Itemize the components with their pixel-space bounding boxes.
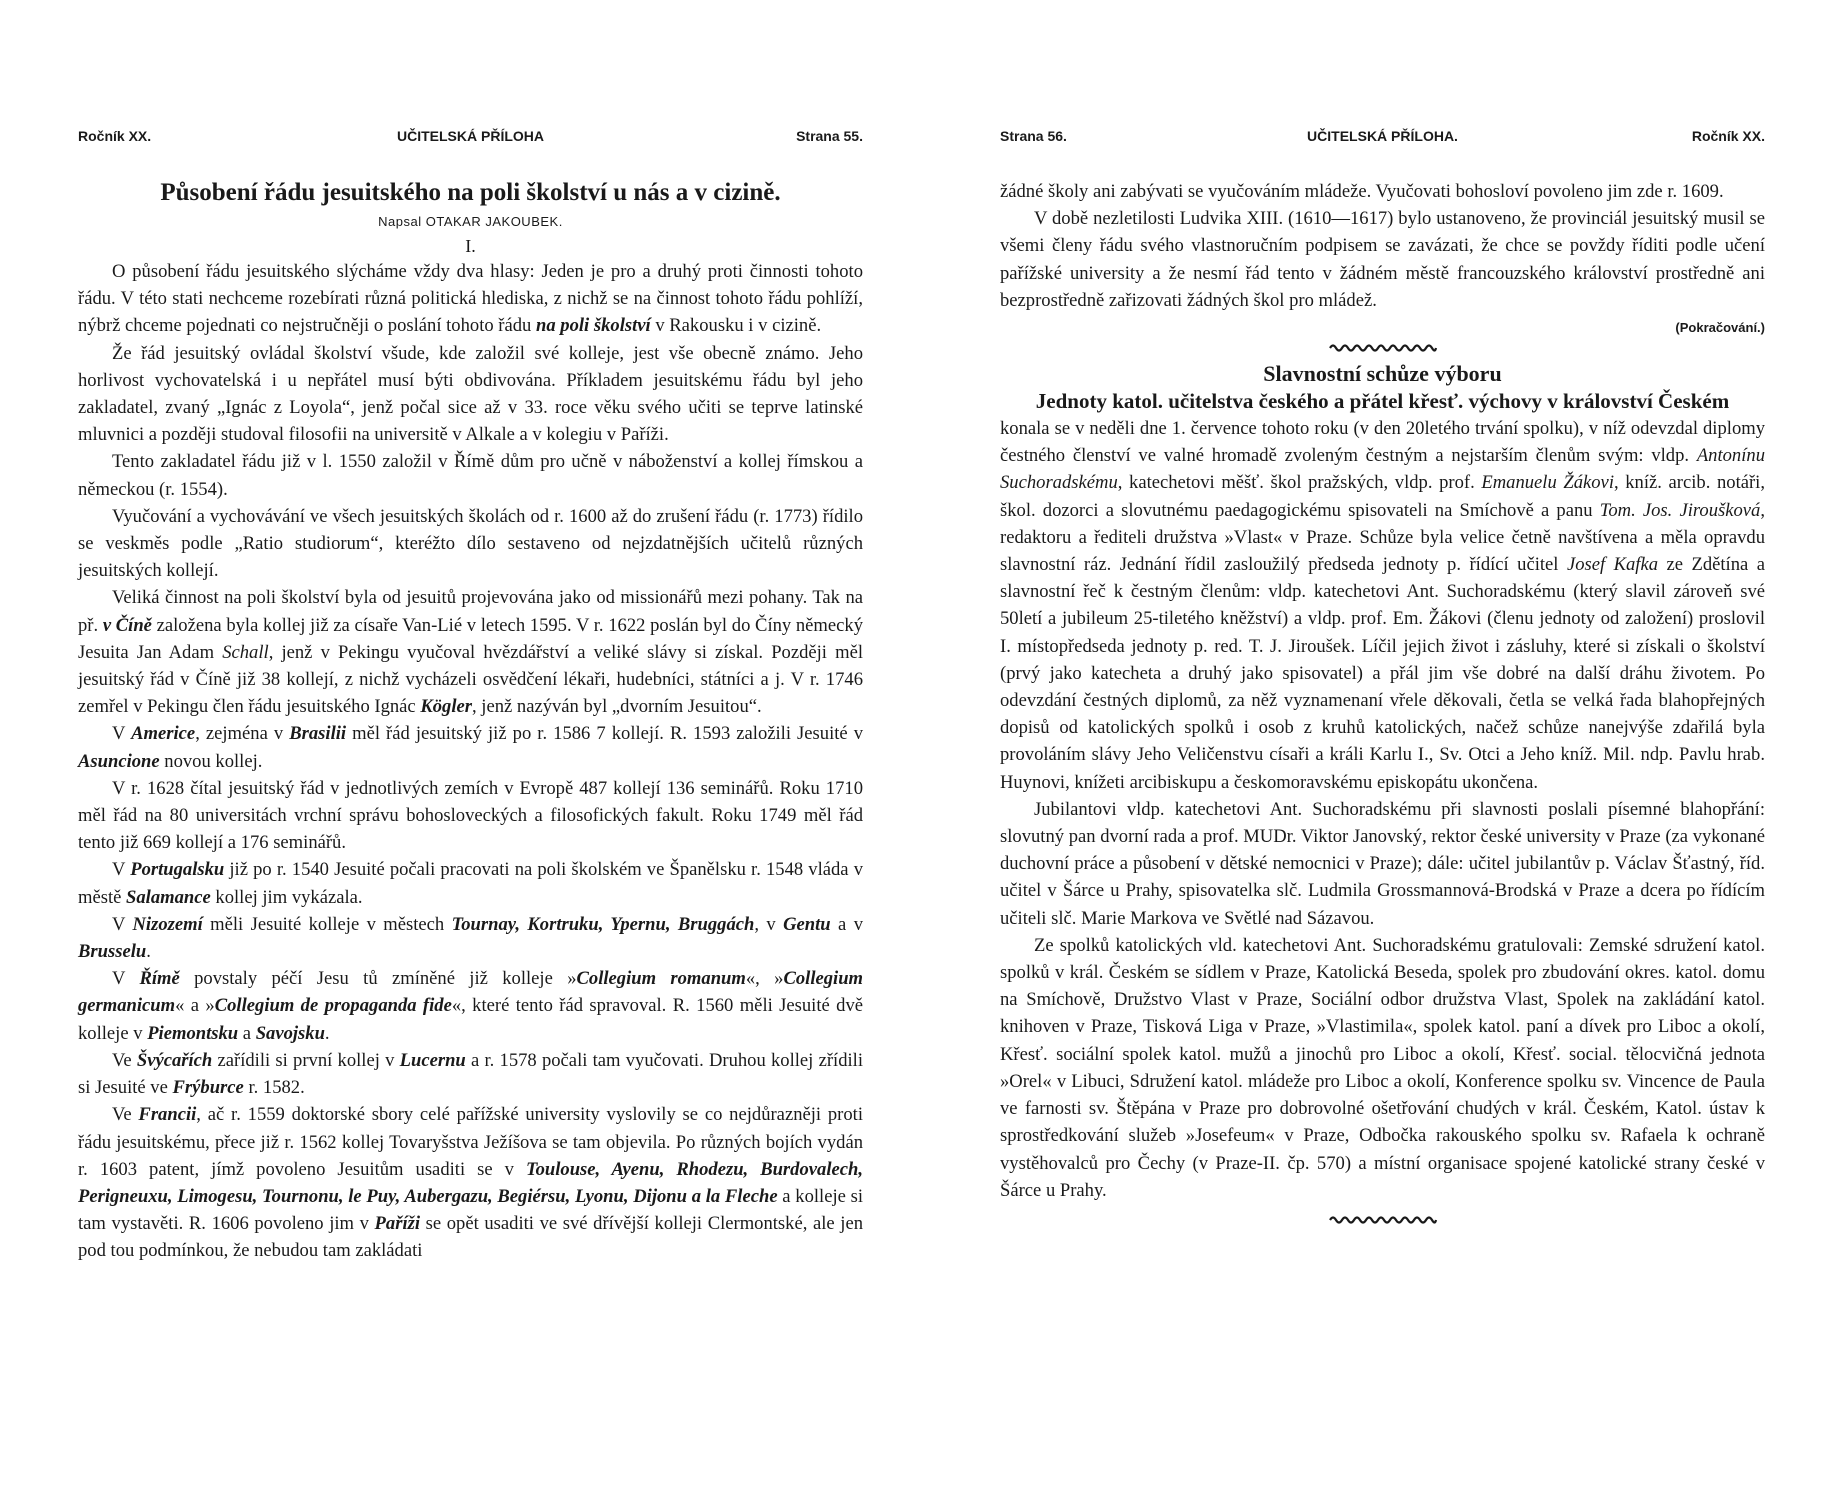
text-run: Římě	[139, 968, 180, 990]
text-run: Gentu	[783, 913, 831, 935]
text-run: Emanuelu Žákovi	[1481, 472, 1614, 494]
text-run: Nizozemí	[132, 913, 203, 935]
left-header-volume: Ročník XX.	[78, 128, 152, 144]
text-run: žádné školy ani zabývati se vyučováním mládeže. Vyučovati bohosloví povoleno jim zde r. 1609.	[1000, 181, 1724, 202]
text-run: a r. 1578 počali tam vyučovati. Druhou kollej zřídili si Jesuité ve	[78, 1049, 863, 1099]
ornament-divider-1	[1328, 342, 1438, 354]
section-number: I.	[465, 236, 476, 256]
right-header-page-number: Strana 56.	[1000, 128, 1067, 144]
text-run: Piemontsku	[147, 1022, 239, 1044]
paragraph	[78, 1047, 863, 1101]
left-page-content	[78, 178, 863, 1265]
continued-note: (Pokračování.)	[1675, 320, 1765, 336]
left-running-head	[78, 128, 863, 148]
text-run: Antonínu Suchoradskému	[1000, 445, 1765, 494]
text-run: Veliká činnost na poli školství byla od jesuitů projevována jako od missionářů mezi pohany. Tak na př.	[78, 587, 863, 636]
text-run: zařídili si první kollej v	[212, 1049, 400, 1071]
text-run: «, které tento řád spravoval. R. 1560 měli Jesuité dvě kolleje v	[78, 995, 863, 1044]
text-run: , jenž nazýván byl „dvorním Jesuitou“.	[471, 696, 762, 718]
text-run: Portugalsku	[130, 859, 225, 881]
text-run: Ve	[112, 1104, 139, 1126]
left-header-page-number: Strana 55.	[796, 128, 863, 144]
right-header-title: UČITELSKÁ PŘÍLOHA.	[1307, 128, 1458, 144]
text-run: , jenž v Pekingu vyučoval hvězdářství a veliké slávy si získal. Později měl jesuitský řád v Číně již 38 kollejí, z nichž vycházeli osvědčení lékaři, hudebníci, státníci a j. V r. 1746 zemřel v Pekingu člen řádu jesuitského Ignác	[78, 641, 863, 718]
text-run: Vyučování a vychovávání ve všech jesuitských školách od r. 1600 až do zrušení řádu (r. 1773) řídilo se veskměs podle „Ratio studiorum“, kteréžto dílo sestaveno od nejzdatnějších učitelů různých jesuitských kollejí.	[78, 505, 863, 582]
article2-paragraphs	[1000, 415, 1765, 1204]
text-run: Josef Kafka	[1566, 554, 1659, 576]
text-run: a	[238, 1022, 256, 1044]
text-run: Asuncione	[78, 750, 160, 772]
right-running-head	[1000, 128, 1765, 148]
text-run: se opět usaditi ve své dřívější kolleji Clermontské, ale jen pod tou podmínkou, že nebudou tam zakládati	[78, 1213, 863, 1262]
text-run: měli Jesuité kolleje v městech	[202, 913, 452, 935]
paragraph	[78, 856, 863, 910]
paragraph	[78, 503, 863, 585]
left-header-title: UČITELSKÁ PŘÍLOHA	[397, 128, 544, 144]
article-byline: Napsal OTAKAR JAKOUBEK.	[378, 214, 563, 229]
paragraph	[78, 340, 863, 449]
text-run: v Rakousku i v cizině.	[650, 315, 822, 337]
text-run: , kníž. arcib. notáři, škol. dozorci a slovutnému paedagogickému spisovateli na Smíchově a panu	[1000, 472, 1765, 521]
paragraph	[1000, 796, 1765, 932]
text-run: povstaly péčí Jesu tů zmíněné již kolleje »	[179, 968, 577, 990]
text-run: V	[112, 968, 140, 990]
article2-title: Slavnostní schůze výboru	[1263, 361, 1502, 387]
text-run: .	[324, 1022, 330, 1044]
article2-subtitle: Jednoty katol. učitelstva českého a přátel křesť. výchovy v království Českém	[1035, 389, 1730, 414]
text-run: Lucernu	[399, 1049, 466, 1071]
paragraph	[78, 448, 863, 502]
text-run: Savojsku	[255, 1022, 325, 1044]
text-run: Brasilii	[289, 723, 347, 745]
paragraph	[78, 775, 863, 857]
text-run: Kögler	[420, 696, 472, 718]
paragraph	[1000, 932, 1765, 1204]
text-run: Tento zakladatel řádu již v l. 1550 založil v Římě dům pro učně v náboženství a kollej římskou a německou (r. 1554).	[78, 451, 863, 500]
text-run: « a »	[175, 995, 215, 1017]
article-title: Působení řádu jesuitského na poli školství u nás a v cizině.	[160, 179, 781, 206]
text-run: a v	[830, 913, 863, 935]
text-run: V	[112, 723, 132, 745]
continuation-paragraphs	[1000, 178, 1765, 314]
text-run: Collegium de propaganda fide	[214, 995, 452, 1017]
text-run: , redaktoru a řediteli družstva »Vlast« v Praze. Schůze byla velice četně navštívena a měla opravdu slavnostní ráz. Jednání řídil zasloužilý předseda jednoty p. řídící učitel	[1000, 499, 1766, 576]
text-run: Francii	[138, 1104, 197, 1126]
text-run: novou kollej.	[159, 750, 263, 772]
text-run: Toulouse, Ayenu, Rhodezu, Burdovalech, Perigneuxu, Limogesu, Tournonu, le Puy, Aubergazu, Begiérsu, Lyonu, Dijonu a la Fleche	[78, 1158, 863, 1207]
paragraph	[1000, 415, 1765, 796]
text-run: konala se v neděli dne 1. července tohoto roku (v den 20letého trvání spolku), v níž odevzdal diplomy čestného členství ve valné hromadě zvoleným čestným a nejstarším členům svým: vldp.	[1000, 418, 1765, 467]
paragraph	[78, 720, 863, 774]
text-run: V	[112, 859, 131, 881]
text-run: Salamance	[126, 886, 211, 908]
text-run: Americe	[131, 723, 196, 745]
paragraph	[78, 584, 863, 720]
text-run: Paříži	[374, 1213, 421, 1235]
text-run: Schall	[222, 641, 269, 663]
text-run: Že řád jesuitský ovládal školství všude, kde založil své kolleje, jest vše obecně známo. Jeho horlivost vychovatelská i u nepřátel musí býti obdivována. Příkladem jesuitskému řádu byl jeho zakladatel, zvaný „Ignác z Loyola“, jenž počal sice až v 33. roce věku svého učiti se teprve latinské mluvnici a později studoval filosofii na universitě v Alkale a v kolegiu v Paříži.	[78, 342, 863, 446]
text-run: ze Zdětína a slavnostní řeč k čestným členům: vldp. katechetovi Ant. Suchoradskému (který slavil zároveň své 50letí a jubileum 25-tiletého kněžství) a vldp. prof. Em. Žákovi (členu jednoty od založení) proslovil I. místopředseda jednoty p. red. T. J. Jiroušek. Líčil jejich život i zásluhy, které si získali o školství (prvý jako katecheta a druhý jako spisovatel) a přál jim vše dobré na další dráhu životem. Po odevzdání čestných diplomů, za něž vyznamenaní vřele děkovali, četla se velká řada blahopřejných dopisů od katolických spolků i osob z kruhů katolických, načež schůze nanejvýše zdařilá byla provoláním slávy Jeho Veličenstvu císaři a králi Karlu I., Sv. Otci a Jeho kníž. Mil. ndp. Pavlu hrab. Huynovi, knížeti arcibiskupu a českomoravskému episkopátu ukončena.	[1000, 554, 1765, 793]
text-run: již po r. 1540 Jesuité počali pracovati na poli školském ve Španělsku r. 1548 vláda v městě	[78, 859, 863, 908]
text-run: Ve	[112, 1049, 137, 1071]
text-run: na poli školství	[536, 315, 651, 337]
paragraph	[78, 965, 863, 1047]
text-run: kollej jim vykázala.	[210, 886, 363, 908]
text-run: Brusselu	[78, 941, 147, 963]
text-run: a kolleje si tam vystavěti. R. 1606 povoleno jim v	[78, 1185, 863, 1235]
text-run: «, »	[745, 968, 784, 990]
text-run: O působení řádu jesuitského slýcháme vždy dva hlasy: Jeden je pro a druhý proti činnosti tohoto řádu. V této stati nechceme rozebírati různá politická hlediska, z nichž se na činnost tohoto řádu pohlíží, nýbrž chceme pojednati co nejstručněji o poslání tohoto řádu	[78, 261, 863, 337]
text-run: Jubilantovi vldp. katechetovi Ant. Suchoradskému při slavnosti poslali písemné blahopřání: slovutný pan dvorní rada a prof. MUDr. Viktor Janovský, rektor české university v Praze (za vykonané duchovní práce a působení v dětské nemocnici v Praze); dále: učitel jubilantův p. Václav Šťastný, říd. učitel v Šárce u Prahy, spisovatelka slč. Ludmila Grossmannová-Brodská v Praze a dcera po řídícím učiteli slč. Marie Markova ve Světlé nad Sázavou.	[1000, 798, 1765, 929]
left-paragraphs	[78, 258, 863, 1265]
right-page-content	[1000, 178, 1765, 1232]
continued-note-row	[1000, 314, 1765, 336]
text-run: Tournay, Kortruku, Ypernu, Bruggách	[451, 913, 755, 935]
right-header-volume: Ročník XX.	[1691, 128, 1765, 144]
text-run: V	[112, 913, 133, 935]
text-run: měl řád jesuitský již po r. 1586 7 kollejí. R. 1593 založili Jesuité v	[346, 723, 864, 745]
ornament-divider-2	[1328, 1214, 1438, 1226]
text-run: Ze spolků katolických vld. katechetovi Ant. Suchoradskému gratulovali: Zemské sdružení katol. spolků v král. Českém se sídlem v Praze, Katolická Beseda, spolek pro zbudování okres. katol. domu na Smíchově, Družstvo Vlast v Praze, Sociální odbor družstva Vlast, Spolek na zakládání katol. knihoven v Praze, Tisková Liga v Praze, »Vlastimila«, spolek katol. paní a dívek pro Liboc a okolí, Křesť. sociální spolek katol. mužů a jinochů pro Liboc a okolí, Křesť. social. tělocvičná jednota »Orel« v Libuci, Sdružení katol. mládeže pro Liboc a okolí, Konference spolku sv. Vincence de Paula ve farnosti sv. Štěpána v Praze pro dobrovolné ošetřování chudých v král. Českém, Katol. ústav k sprostředkování služeb »Josefeum« v Praze, Odbočka rakouského spolku sv. Rafaela k ochraně vystěhovalců pro Čechy (v Praze-II. čp. 570) a místní organisace spojené katolické strany české v Šárce u Prahy.	[1000, 934, 1765, 1201]
paragraph	[1000, 178, 1765, 205]
paragraph	[78, 258, 863, 340]
text-run: , katechetovi měšť. škol pražských, vldp. prof.	[1117, 472, 1482, 494]
text-run: .	[146, 941, 151, 963]
right-page	[1000, 0, 1765, 1500]
text-run: , v	[754, 913, 784, 935]
text-run: V době nezletilosti Ludvika XIII. (1610—1617) bylo ustanoveno, že provinciál jesuitský musil se všemi členy řádu svého vlastnoručním podpisem se zavázati, že chce se povždy říditi podle učení pařížské university a že nesmí řád tento v žádném městě francouzského království prostředně ani bezprostředně zařizovati žádných škol pro mládež.	[1000, 208, 1765, 311]
text-run: v Číně	[102, 614, 152, 636]
text-run: r. 1582.	[243, 1077, 305, 1099]
text-run: založena byla kollej již za císaře Van-Lié v letech 1595. V r. 1622 poslán byl do Číny německý Jesuita Jan Adam	[78, 614, 863, 663]
text-run: Collegium germanicum	[78, 968, 864, 1017]
paragraph	[1000, 205, 1765, 314]
text-run: Tom. Jos. Jiroušková	[1599, 499, 1761, 521]
text-run: Collegium romanum	[576, 968, 746, 990]
paragraph	[78, 911, 863, 965]
paragraph	[78, 1101, 863, 1264]
text-run: , zejména v	[195, 723, 290, 745]
text-run: Švýcařích	[136, 1049, 213, 1071]
left-page	[78, 0, 863, 1500]
text-run: Frýburce	[172, 1077, 244, 1099]
text-run: V r. 1628 čítal jesuitský řád v jednotlivých zemích v Evropě 487 kollejí 136 seminářů. Roku 1710 měl řád na 80 universitách vrchní správu bohosloveckých a filosofických fakult. Roku 1749 měl řád tento již 669 kollejí a 176 seminářů.	[78, 777, 863, 854]
text-run: , ač r. 1559 doktorské sbory celé pařížské university vyslovily se co nejdůrazněji proti řádu jesuitskému, přece již r. 1562 kollej Tovaryšstva Ježíšova se tam objevila. Po různých bojích vydán r. 1603 patent, jímž povoleno Jesuitům usaditi se v	[78, 1104, 863, 1180]
